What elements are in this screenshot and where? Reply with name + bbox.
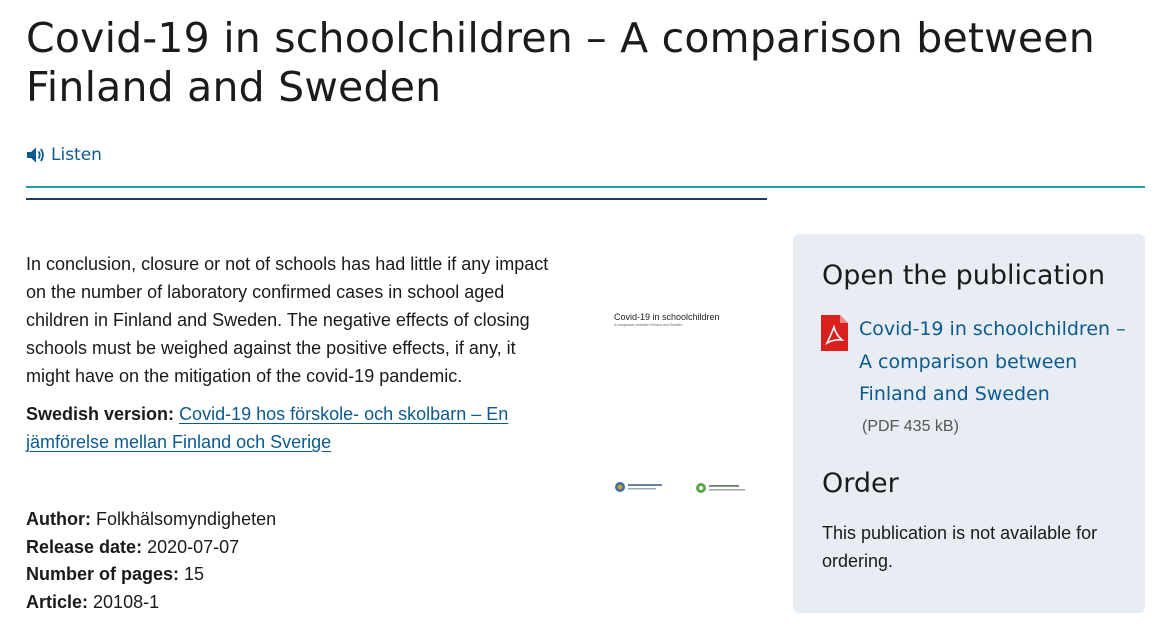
divider-dark <box>26 198 767 200</box>
swedish-version <box>26 400 561 456</box>
meta-release-label: Release date: <box>26 536 143 557</box>
publication-cover <box>600 250 760 510</box>
cover-title: Covid-19 in schoolchildren <box>614 312 720 322</box>
meta-release-date <box>26 534 276 562</box>
order-heading: Order <box>822 468 899 499</box>
page-title: Covid-19 in schoolchildren – A comparison between Finland and Sweden <box>26 14 1095 111</box>
listen-label: Listen <box>51 145 102 165</box>
meta-article <box>26 589 276 617</box>
intro-text: In conclusion, closure or not of schools has had little if any impact on the number of laboratory confirmed cases in school aged children in Finland and Sweden. The negative effects of closing schools must be weighed against the positive effects, if any, it might have on the mitigation of the covid-19 pandemic. <box>26 254 549 386</box>
publication-size: (PDF 435 kB) <box>862 418 959 435</box>
publication-meta <box>26 506 276 616</box>
listen-button[interactable] <box>26 144 102 166</box>
meta-article-value: 20108-1 <box>93 591 160 612</box>
cover-subtitle: A comparison between Finland and Sweden <box>614 323 683 327</box>
order-text: This publication is not available for ordering. <box>822 523 1098 571</box>
meta-pages-value: 15 <box>184 564 205 584</box>
pdf-icon[interactable] <box>821 315 848 351</box>
swedish-version-label: Swedish version: <box>26 404 175 424</box>
meta-author-label: Author: <box>26 509 91 529</box>
meta-release-value: 2020-07-07 <box>147 536 240 557</box>
agency-logo-icon <box>614 480 664 494</box>
meta-article-label: Article: <box>26 591 89 612</box>
publication-pdf-link[interactable]: Covid-19 in schoolchildren – A comparison between Finland and Sweden <box>859 318 1126 405</box>
meta-author-value: Folkhälsomyndigheten <box>96 509 277 529</box>
meta-author <box>26 506 276 534</box>
meta-pages-label: Number of pages: <box>26 564 180 584</box>
speaker-icon <box>26 146 46 164</box>
meta-pages <box>26 561 276 589</box>
swedish-version-link[interactable]: Covid-19 hos förskole- och skolbarn – En jämförelse mellan Finland och Sverige <box>26 404 509 452</box>
divider-teal <box>26 186 1145 188</box>
publication-sidebar <box>793 234 1145 613</box>
institute-logo-icon <box>695 482 747 494</box>
open-publication-heading: Open the publication <box>822 260 1106 291</box>
